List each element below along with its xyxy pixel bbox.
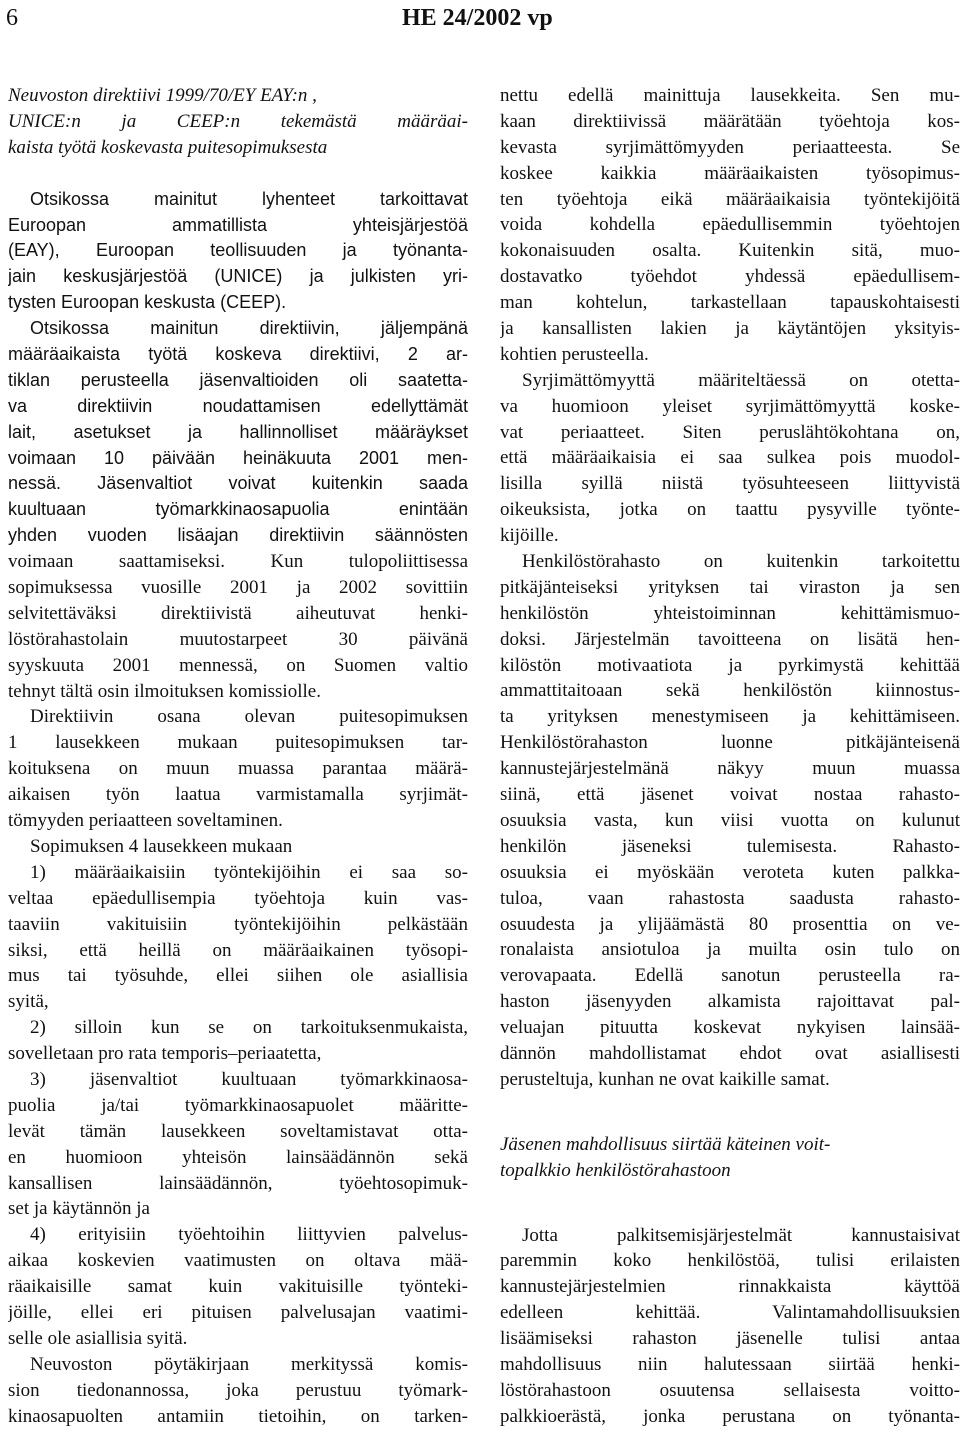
text-line: kilöstön motivaatiota ja pyrkimystä kehittää <box>500 654 960 676</box>
text-line: jain keskusjärjestöä (UNICE) ja julkisten yri- <box>8 266 468 287</box>
page-header <box>0 0 960 40</box>
text-line: edelleen kehittää. Valintamahdollisuuksien <box>500 1302 960 1324</box>
text-line: doksi. Järjestelmän tavoitteena on lisätä hen- <box>500 628 960 650</box>
text-line: siinä, että jäsenet voivat nostaa rahasto- <box>500 784 960 806</box>
paragraph-gap <box>500 1093 960 1119</box>
text-line: koskee kaikkia määräaikaisten työsopimus- <box>500 162 960 184</box>
text-line: syitä, <box>8 991 49 1013</box>
text-line: henkilön jäseneksi tulemisesta. Rahasto- <box>500 835 960 857</box>
text-line: ronalaista ansiotuloa ja muilta osin tulo on <box>500 939 960 961</box>
text-line: nessä. Jäsenvaltiot voivat kuitenkin saada <box>8 473 468 494</box>
text-line: paremmin koko henkilöstöä, tulisi erilaisten <box>500 1250 960 1272</box>
text-line: sion tiedonannossa, joka perustuu työmark- <box>8 1379 468 1401</box>
text-line: kokonaisuuden osalta. Kuitenkin sitä, muo- <box>500 240 960 262</box>
text-line: veluajan pituutta koskevat nykyisen lainsää- <box>500 1017 960 1039</box>
text-line: tiklan perusteella jäsenvaltioiden oli saatetta- <box>8 369 468 390</box>
heading-line: Neuvoston direktiivi 1999/70/EY EAY:n , <box>8 85 317 106</box>
text-line: nettu edellä mainittuja lausekkeita. Sen mu- <box>500 85 960 106</box>
text-line: set ja käytännön ja <box>8 1198 150 1220</box>
text-line: osuuksia ei myöskään veroteta kuten palkka- <box>500 861 960 883</box>
text-line: kinaosapuolten antamiin tietoihin, on tarken- <box>8 1405 468 1427</box>
text-line: kannustejärjestelmänä näkyy muun muassa <box>500 758 960 780</box>
text-line: kohtien perusteella. <box>500 343 649 365</box>
text-line: jöille, ellei eri pituisen palvelusajan vaatimi- <box>8 1301 468 1323</box>
heading-line: kaista työtä koskevasta puitesopimuksesta <box>8 136 328 158</box>
text-line: henkilöstön yhteistoiminnan kehittämismuo- <box>500 602 960 624</box>
text-line: Henkilöstörahasto on kuitenkin tarkoitettu <box>522 551 960 573</box>
text-line: kuultuaan työmarkkinaosapuolia enintään <box>8 499 468 520</box>
text-line: osuuksia vasta, kun viisi vuotta on kulunut <box>500 809 960 831</box>
text-line: man kohtelun, tarkastellaan tapauskohtaisesti <box>500 292 960 314</box>
text-line: dostavatko työehdot yhdessä epäedullisem- <box>500 266 960 288</box>
text-line: tysten Euroopan keskusta (CEEP). <box>8 292 287 313</box>
paragraph-gap <box>500 1210 960 1223</box>
text-line: Sopimuksen 4 lausekkeen mukaan <box>30 835 293 857</box>
text-line: voimaan 10 päivään heinäkuuta 2001 men- <box>8 447 468 468</box>
text-line: Neuvoston pöytäkirjaan merkityssä komis- <box>30 1353 468 1375</box>
text-line: levät tämän lausekkeen soveltamistavat otta- <box>8 1120 468 1142</box>
text-line: Euroopan ammatillista yhteisjärjestöä <box>8 214 468 235</box>
text-line: oikeuksista, jotka on taattu pysyville työnte- <box>500 499 960 521</box>
text-line: palkkioerästä, jonka perustana on työnanta- <box>500 1405 960 1427</box>
text-line: voida kohdella epäedullisemmin työehtojen <box>500 214 960 236</box>
text-line: Otsikossa mainitut lyhenteet tarkoittavat <box>30 188 468 209</box>
text-line: tehnyt tältä osin ilmoituksen komissiolle. <box>8 680 321 702</box>
text-line: selle ole asiallisia syitä. <box>8 1327 188 1349</box>
text-line: lisilla syillä niistä työsuhteeseen liittyvistä <box>500 473 960 495</box>
text-line: kansallisen lainsäädännön, työehtosopimuk- <box>8 1172 468 1194</box>
text-line: mahdollisuus niin halutessaan siirtää henki- <box>500 1353 960 1375</box>
text-line: Direktiivin osana olevan puitesopimuksen <box>30 706 468 728</box>
text-line: va direktiivin noudattamisen edellyttämät <box>8 395 468 416</box>
text-line: mus tai työsuhde, ellei siihen ole asiallisia <box>8 965 468 987</box>
text-line: että määräaikaisia ei saa sulkea pois muodol- <box>500 447 960 469</box>
heading-line: topalkkio henkilöstörahastoon <box>500 1159 731 1181</box>
text-line: haston jäsenyyden alkamista rajoittavat pal- <box>500 991 960 1013</box>
text-line: sovelletaan pro rata temporis–periaatetta, <box>8 1043 322 1065</box>
text-line: 2) silloin kun se on tarkoituksenmukaista, <box>30 1017 468 1039</box>
document-id: HE 24/2002 vp <box>402 5 553 31</box>
paragraph-gap <box>500 1119 960 1132</box>
text-line: en huomioon yhteisön lainsäädännön sekä <box>8 1146 468 1168</box>
text-line: kijöille. <box>500 525 559 547</box>
text-line: löstörahastolain muutostarpeet 30 päivänä <box>8 628 468 650</box>
text-line: Otsikossa mainitun direktiivin, jäljempänä <box>30 318 468 339</box>
paragraph-gap <box>500 1184 960 1210</box>
text-line: dännön mahdollistamat ehdot ovat asiallisesti <box>500 1042 960 1064</box>
heading-line: Jäsenen mahdollisuus siirtää käteinen voit- <box>500 1133 831 1155</box>
text-line: taaviin vakituisiin työntekijöihin pelkästään <box>8 913 468 935</box>
text-line: tuloa, vaan rahastosta saadusta rahasto- <box>500 887 960 909</box>
left-text-column <box>8 83 468 1429</box>
text-line: vat periaatteet. Siten peruslähtökohtana on, <box>500 421 960 443</box>
text-line: 4) erityisiin työehtoihin liittyvien palvelus- <box>30 1224 468 1246</box>
text-line: osuudesta ja ylijäämästä 80 prosenttia on ve- <box>500 913 960 935</box>
text-line: 1) määräaikaisiin työntekijöihin ei saa so- <box>30 861 468 883</box>
text-line: Syrjimättömyyttä määriteltäessä on otetta- <box>522 369 960 391</box>
paragraph-gap <box>8 161 468 187</box>
text-line: Jotta palkitsemisjärjestelmät kannustaisivat <box>522 1224 960 1246</box>
text-line: va huomioon yleiset syrjimättömyyttä koske- <box>500 395 960 417</box>
text-line: ammattitaitoaan sekä henkilöstön kiinnostus- <box>500 680 960 702</box>
text-line: määräaikaista työtä koskeva direktiivi, 2 ar- <box>8 344 468 365</box>
text-line: lait, asetukset ja hallinnolliset määräykset <box>8 421 468 442</box>
text-line: voimaan saattamiseksi. Kun tulopoliittisessa <box>8 551 468 573</box>
text-line: syyskuuta 2001 mennessä, on Suomen valtio <box>8 654 468 676</box>
text-line: siksi, että heillä on määräaikainen työsopi- <box>8 939 468 961</box>
text-line: ta yrityksen menestymiseen ja kehittämiseen. <box>500 706 960 728</box>
text-line: löstörahastoon osuutensa sellaisesta voitto- <box>500 1379 960 1401</box>
text-line: selvitettäväksi direktiivistä aiheutuvat henki- <box>8 602 468 624</box>
page-number: 6 <box>6 5 18 31</box>
text-line: verovapaata. Edellä sanotun perusteella ra- <box>500 965 960 987</box>
text-line: aikaa koskevien vaatimusten on oltava mää- <box>8 1250 468 1272</box>
text-line: 3) jäsenvaltiot kuultuaan työmarkkinaosa- <box>30 1068 468 1090</box>
text-line: (EAY), Euroopan teollisuuden ja työnanta- <box>8 240 468 261</box>
text-line: perusteltuja, kunhan ne ovat kaikille samat. <box>500 1068 830 1090</box>
text-line: Henkilöstörahaston luonne pitkäjänteisenä <box>500 732 960 754</box>
text-line: sopimuksessa vuosille 2001 ja 2002 sovittiin <box>8 577 468 599</box>
text-line: kevasta syrjimättömyyden periaatteesta. Se <box>500 136 960 158</box>
text-line: puolia ja/tai työmarkkinaosapuolet määritte- <box>8 1094 468 1116</box>
text-line: lisäämiseksi rahaston jäsenelle tulisi antaa <box>500 1328 960 1350</box>
text-line: 1 lausekkeen mukaan puitesopimuksen tar- <box>8 732 468 754</box>
text-line: ja kansallisten lakien ja käytäntöjen yksityis- <box>500 318 960 340</box>
text-line: aikaisen työn laatua varmistamalla syrjimät- <box>8 784 468 806</box>
text-line: koituksena on muun muassa parantaa määrä- <box>8 758 468 780</box>
text-line: kaan direktiivissä määrätään työehtoja kos- <box>500 110 960 132</box>
text-line: veltaa epäedullisempia työehtoja kuin vas- <box>8 887 468 909</box>
text-line: yhden vuoden lisäajan direktiivin säännösten <box>8 525 468 546</box>
text-line: kannustejärjestelmien rinnakkaista käyttöä <box>500 1276 960 1298</box>
right-text-column <box>500 83 960 1430</box>
text-line: ten työehtoja eikä määräaikaisia työntekijöitä <box>500 188 960 210</box>
text-line: pitkäjänteiseksi yrityksen tai viraston ja sen <box>500 576 960 598</box>
text-line: räaikaisille samat kuin vakituisille työnteki- <box>8 1276 468 1298</box>
text-line: tömyyden periaatteen soveltaminen. <box>8 810 283 832</box>
heading-line: UNICE:n ja CEEP:n tekemästä määräai- <box>8 110 468 132</box>
